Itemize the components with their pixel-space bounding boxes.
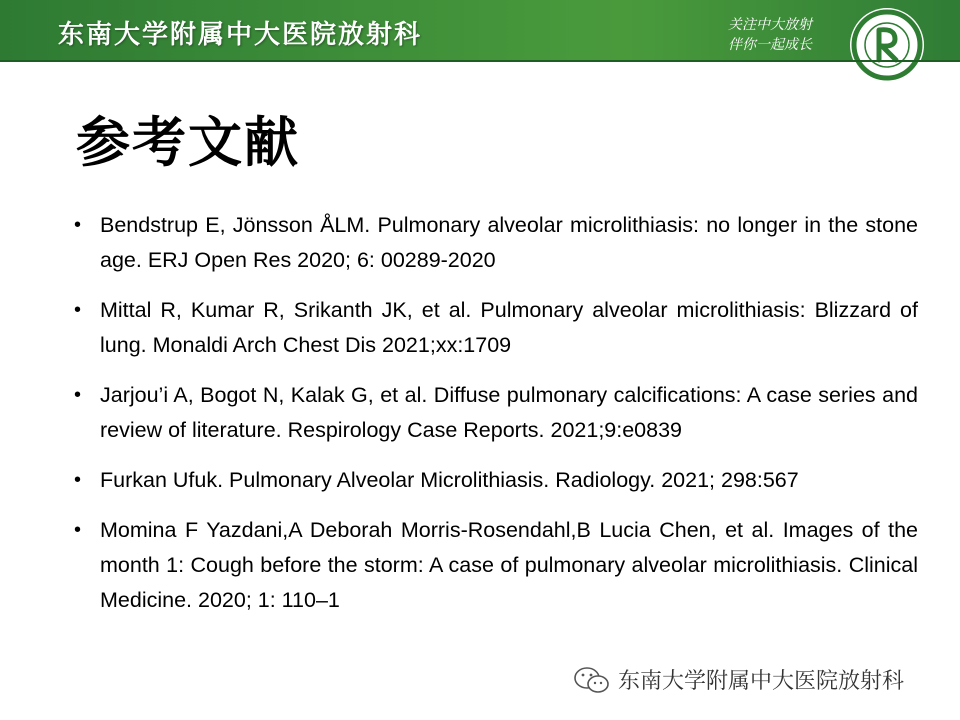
reference-item bbox=[72, 293, 918, 363]
reference-text: Furkan Ufuk. Pulmonary Alveolar Microlithiasis. Radiology. 2021; 298:567 bbox=[100, 468, 799, 492]
header-banner bbox=[0, 0, 960, 62]
page-title: 参考文献 bbox=[76, 111, 300, 174]
bullet-icon: • bbox=[74, 299, 82, 321]
reference-item bbox=[72, 378, 918, 448]
hospital-logo-icon bbox=[848, 6, 926, 84]
reference-text: Mittal R, Kumar R, Srikanth JK, et al. Pulmonary alveolar microlithiasis: Blizzard of lung. Monaldi Arch Chest Dis 2021;xx:1709 bbox=[100, 298, 918, 357]
reference-item bbox=[72, 463, 918, 498]
header-title: 东南大学附属中大医院放射科 bbox=[58, 20, 423, 50]
bullet-icon: • bbox=[74, 384, 82, 406]
wechat-icon bbox=[572, 665, 612, 695]
bullet-icon: • bbox=[74, 469, 82, 491]
header-slogan bbox=[708, 14, 812, 54]
slogan-line-1: 关注中大放射 bbox=[728, 16, 812, 32]
bullet-icon: • bbox=[74, 214, 82, 236]
bullet-icon: • bbox=[74, 519, 82, 541]
reference-item bbox=[72, 208, 918, 278]
reference-text: Momina F Yazdani,A Deborah Morris-Rosendahl,B Lucia Chen, et al. Images of the month 1: Cough before the storm: A case of pulmonary alveolar microlithiasis. Clinical Medicine. 2020; 1: 110–1 bbox=[100, 518, 918, 612]
slogan-line-2: 伴你一起成长 bbox=[728, 36, 812, 52]
footer-text: 东南大学附属中大医院放射科 bbox=[618, 669, 905, 694]
footer-watermark bbox=[572, 664, 904, 695]
reference-item bbox=[72, 513, 918, 618]
reference-list bbox=[72, 208, 918, 633]
reference-text: Bendstrup E, Jönsson ÅLM. Pulmonary alveolar microlithiasis: no longer in the stone age. ERJ Open Res 2020; 6: 00289-2020 bbox=[100, 213, 918, 272]
reference-text: Jarjou’i A, Bogot N, Kalak G, et al. Diffuse pulmonary calcifications: A case series and review of literature. Respirology Case Reports. 2021;9:e0839 bbox=[100, 383, 918, 442]
